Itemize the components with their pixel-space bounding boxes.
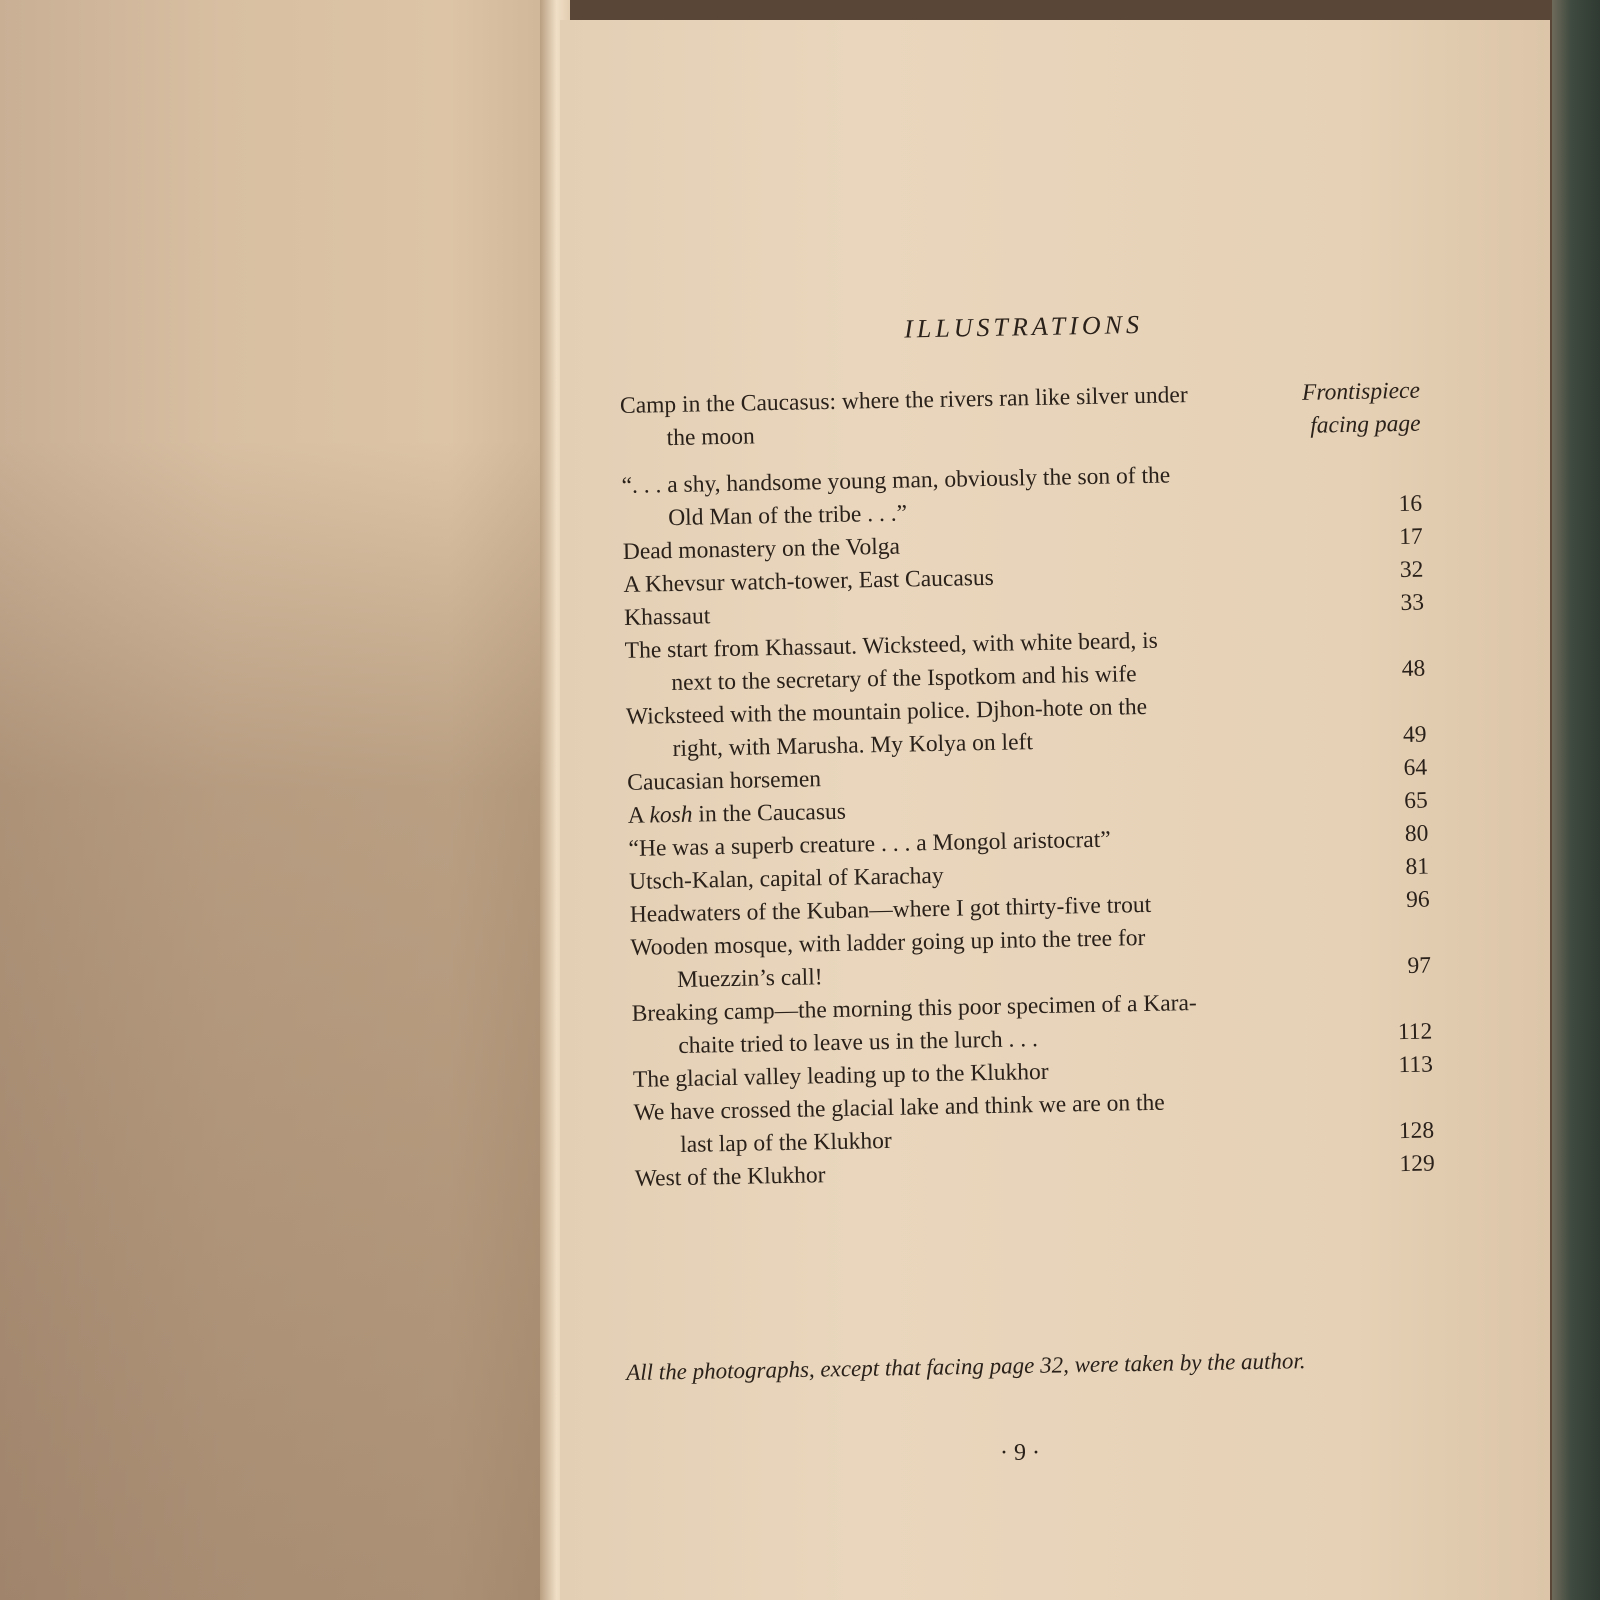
entry-page-number: 80 <box>1404 820 1429 847</box>
illustrations-list-page <box>618 285 1435 1196</box>
entry-page-number: 97 <box>1407 952 1432 979</box>
facing-page-label: facing page <box>1309 410 1421 439</box>
entry-page-number: 96 <box>1405 886 1430 913</box>
entry-text: Dead monastery on the Volga <box>622 533 901 565</box>
entry-text-line1: “. . . a shy, handsome young man, obviously the son of the <box>621 462 1171 499</box>
entry-text: West of the Klukhor <box>634 1162 826 1192</box>
entry-text-post: in the Caucasus <box>692 798 847 828</box>
entry-page-number: 17 <box>1398 523 1423 551</box>
entry-text-line2: last lap of the Klukhor <box>679 1127 892 1158</box>
entry-text-line1: We have crossed the glacial lake and think we are on the <box>633 1089 1165 1126</box>
entry-text: A Khevsur watch-tower, East Caucasus <box>623 564 995 598</box>
entry-page-number: 49 <box>1402 721 1427 749</box>
entry-page-number: 129 <box>1399 1150 1435 1178</box>
entry-text: Khassaut <box>623 603 711 631</box>
entry-text: Headwaters of the Kuban—where I got thirty-five trout <box>629 891 1152 928</box>
page-title: ILLUSTRATIONS <box>903 309 1144 344</box>
entry-page-number: 48 <box>1401 655 1426 683</box>
entry-text-line1: The start from Khassaut. Wicksteed, with white beard, is <box>624 627 1159 664</box>
entry-text-line1: Wooden mosque, with ladder going up into the tree for <box>630 924 1146 961</box>
frontispiece-label: Frontispiece <box>1301 377 1421 406</box>
entry-text-line1: Camp in the Caucasus: where the rivers ran like silver under <box>619 382 1188 419</box>
entry-page-number: 64 <box>1403 754 1428 782</box>
entry-page-number: 112 <box>1397 1018 1433 1046</box>
entry-page-number: 32 <box>1399 556 1424 584</box>
entry-page-number: 33 <box>1400 589 1425 617</box>
entry-page-number: 81 <box>1405 853 1430 880</box>
entry-text: “He was a superb creature . . . a Mongol aristocrat” <box>628 826 1111 862</box>
entry-text-line1: Wicksteed with the mountain police. Djhon-hote on the <box>625 693 1148 730</box>
entry-text-line2: Old Man of the tribe . . .” <box>667 500 908 532</box>
left-page-shadow <box>0 440 560 1600</box>
entry-text-line1: Breaking camp—the morning this poor specimen of a Kara- <box>631 990 1197 1027</box>
book-cover-edge <box>1552 0 1600 1600</box>
entry-text: Caucasian horsemen <box>627 766 822 796</box>
entry-page-number: 16 <box>1398 490 1423 518</box>
photo-credit-note: All the photographs, except that facing page 32, were taken by the author. <box>626 1348 1306 1385</box>
entry-page-number: 128 <box>1398 1117 1435 1145</box>
entry-page-number: 113 <box>1398 1051 1434 1079</box>
entry-text-line2: the moon <box>666 423 756 452</box>
entry-text-line2: next to the secretary of the Ispotkom and his wife <box>671 661 1137 697</box>
entry-text-line2: chaite tried to leave us in the lurch . . . <box>678 1026 1039 1059</box>
entry-text: The glacial valley leading up to the Klukhor <box>632 1058 1049 1093</box>
page-number: · 9 · <box>1000 1440 1040 1466</box>
entry-text-italic-word: kosh <box>649 801 693 829</box>
entry-text-line2: right, with Marusha. My Kolya on left <box>672 729 1034 763</box>
entry-text: Utsch-Kalan, capital of Karachay <box>628 862 944 895</box>
entry-text-pre: A <box>627 802 650 829</box>
illustrations-list <box>620 375 1435 1196</box>
entry-page-number: 65 <box>1404 787 1429 814</box>
entry-text-line2: Muezzin’s call! <box>676 964 823 993</box>
